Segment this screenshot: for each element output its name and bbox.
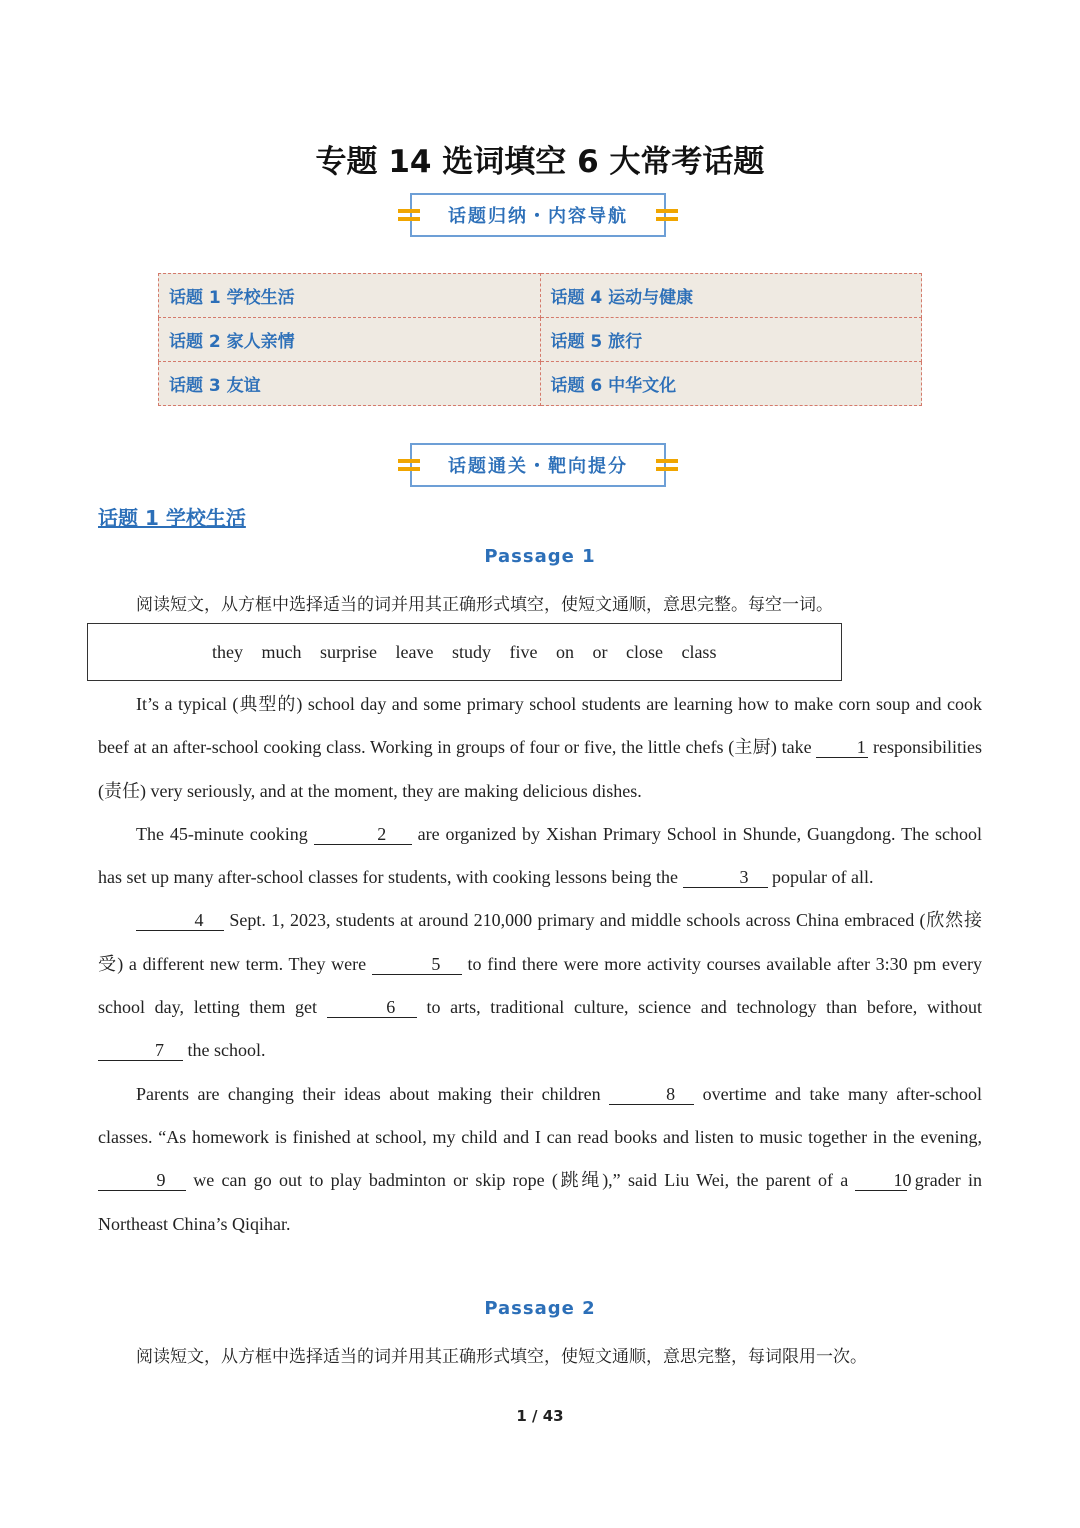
paragraph: It’s a typical (典型的) school day and some primary school students are learning how to make corn soup and cook beef at an after-school cooking class. Working in groups of four or five, the little chefs (主厨) take 1 responsibilities (责任) very seriously, and at the moment, they are making delicious dishes. — [98, 694, 982, 801]
answer-blank[interactable]: 4 — [136, 910, 224, 931]
topic-link-3[interactable]: 话题 3 友谊 — [159, 362, 541, 406]
practice-banner — [410, 443, 666, 487]
topic-link-1[interactable]: 话题 1 学校生活 — [159, 274, 541, 318]
banner-decoration-icon — [398, 209, 420, 221]
passage-1-body — [98, 683, 982, 1246]
answer-blank[interactable]: 5 — [372, 954, 462, 975]
section-heading-link[interactable]: 话题 1 学校生活 — [98, 506, 246, 530]
banner-decoration-icon — [656, 209, 678, 221]
answer-blank[interactable]: 10 — [855, 1170, 907, 1191]
word-bank-item: five — [509, 642, 538, 662]
answer-blank[interactable]: 9 — [98, 1170, 186, 1191]
passage-1-title: Passage 1 — [484, 546, 596, 567]
page-title: 专题 14 选词填空 6 大常考话题 — [315, 144, 765, 180]
word-bank-item: they — [212, 642, 243, 662]
topic-link-5[interactable]: 话题 5 旅行 — [540, 318, 922, 362]
word-bank-item: much — [261, 642, 302, 662]
paragraph: Parents are changing their ideas about making their children 8 overtime and take many after-school classes. “As homework is finished at school, my child and I can read books and listen to music together in the evening, 9 we can go out to play badminton or skip rope (跳绳),” said Liu Wei, the parent of a 10 grader in Northeast China’s Qiqihar. — [98, 1083, 983, 1234]
topic-link-2[interactable]: 话题 2 家人亲情 — [159, 318, 541, 362]
paragraph: 4 Sept. 1, 2023, students at around 210,000 primary and middle schools across China embraced (欣然接受) a different new term. They were 5 to find there were more activity courses available after 3:30 pm every school day, letting them get 6 to arts, traditional culture, science and technology than before, without 7 the school. — [98, 910, 983, 1061]
passage-1-instruction: 阅读短文，从方框中选择适当的词并用其正确形式填空，使短文通顺，意思完整。每空一词。 — [136, 595, 833, 615]
banner-label: 话题通关・靶向提分 — [448, 456, 628, 477]
word-bank-item: class — [681, 642, 717, 662]
word-bank-item: or — [592, 642, 608, 662]
answer-blank[interactable]: 6 — [327, 997, 417, 1018]
passage-2-title: Passage 2 — [484, 1298, 596, 1319]
topic-table — [158, 273, 922, 406]
word-bank-box — [87, 623, 842, 681]
answer-blank[interactable]: 2 — [314, 824, 412, 845]
answer-blank[interactable]: 3 — [683, 867, 768, 888]
topic-nav-banner — [410, 193, 666, 237]
banner-label: 话题归纳・内容导航 — [448, 206, 628, 227]
passage-2-instruction: 阅读短文，从方框中选择适当的词并用其正确形式填空，使短文通顺，意思完整，每词限用一次。 — [136, 1347, 867, 1367]
topic-link-6[interactable]: 话题 6 中华文化 — [540, 362, 922, 406]
word-bank — [212, 642, 730, 663]
answer-blank[interactable]: 8 — [609, 1084, 694, 1105]
paragraph: The 45-minute cooking 2 are organized by Xishan Primary School in Shunde, Guangdong. The school has set up many after-school classes for students, with cooking lessons being the 3 popular of all. — [98, 823, 982, 888]
banner-decoration-icon — [398, 459, 420, 471]
word-bank-item: leave — [395, 642, 434, 662]
word-bank-item: surprise — [320, 642, 377, 662]
word-bank-item: close — [625, 642, 663, 662]
answer-blank[interactable]: 1 — [816, 737, 868, 758]
word-bank-item: on — [555, 642, 574, 662]
answer-blank[interactable]: 7 — [98, 1040, 183, 1061]
topic-link-4[interactable]: 话题 4 运动与健康 — [540, 274, 922, 318]
page-number: 1 / 43 — [516, 1407, 564, 1425]
banner-decoration-icon — [656, 459, 678, 471]
word-bank-item: study — [451, 642, 491, 662]
